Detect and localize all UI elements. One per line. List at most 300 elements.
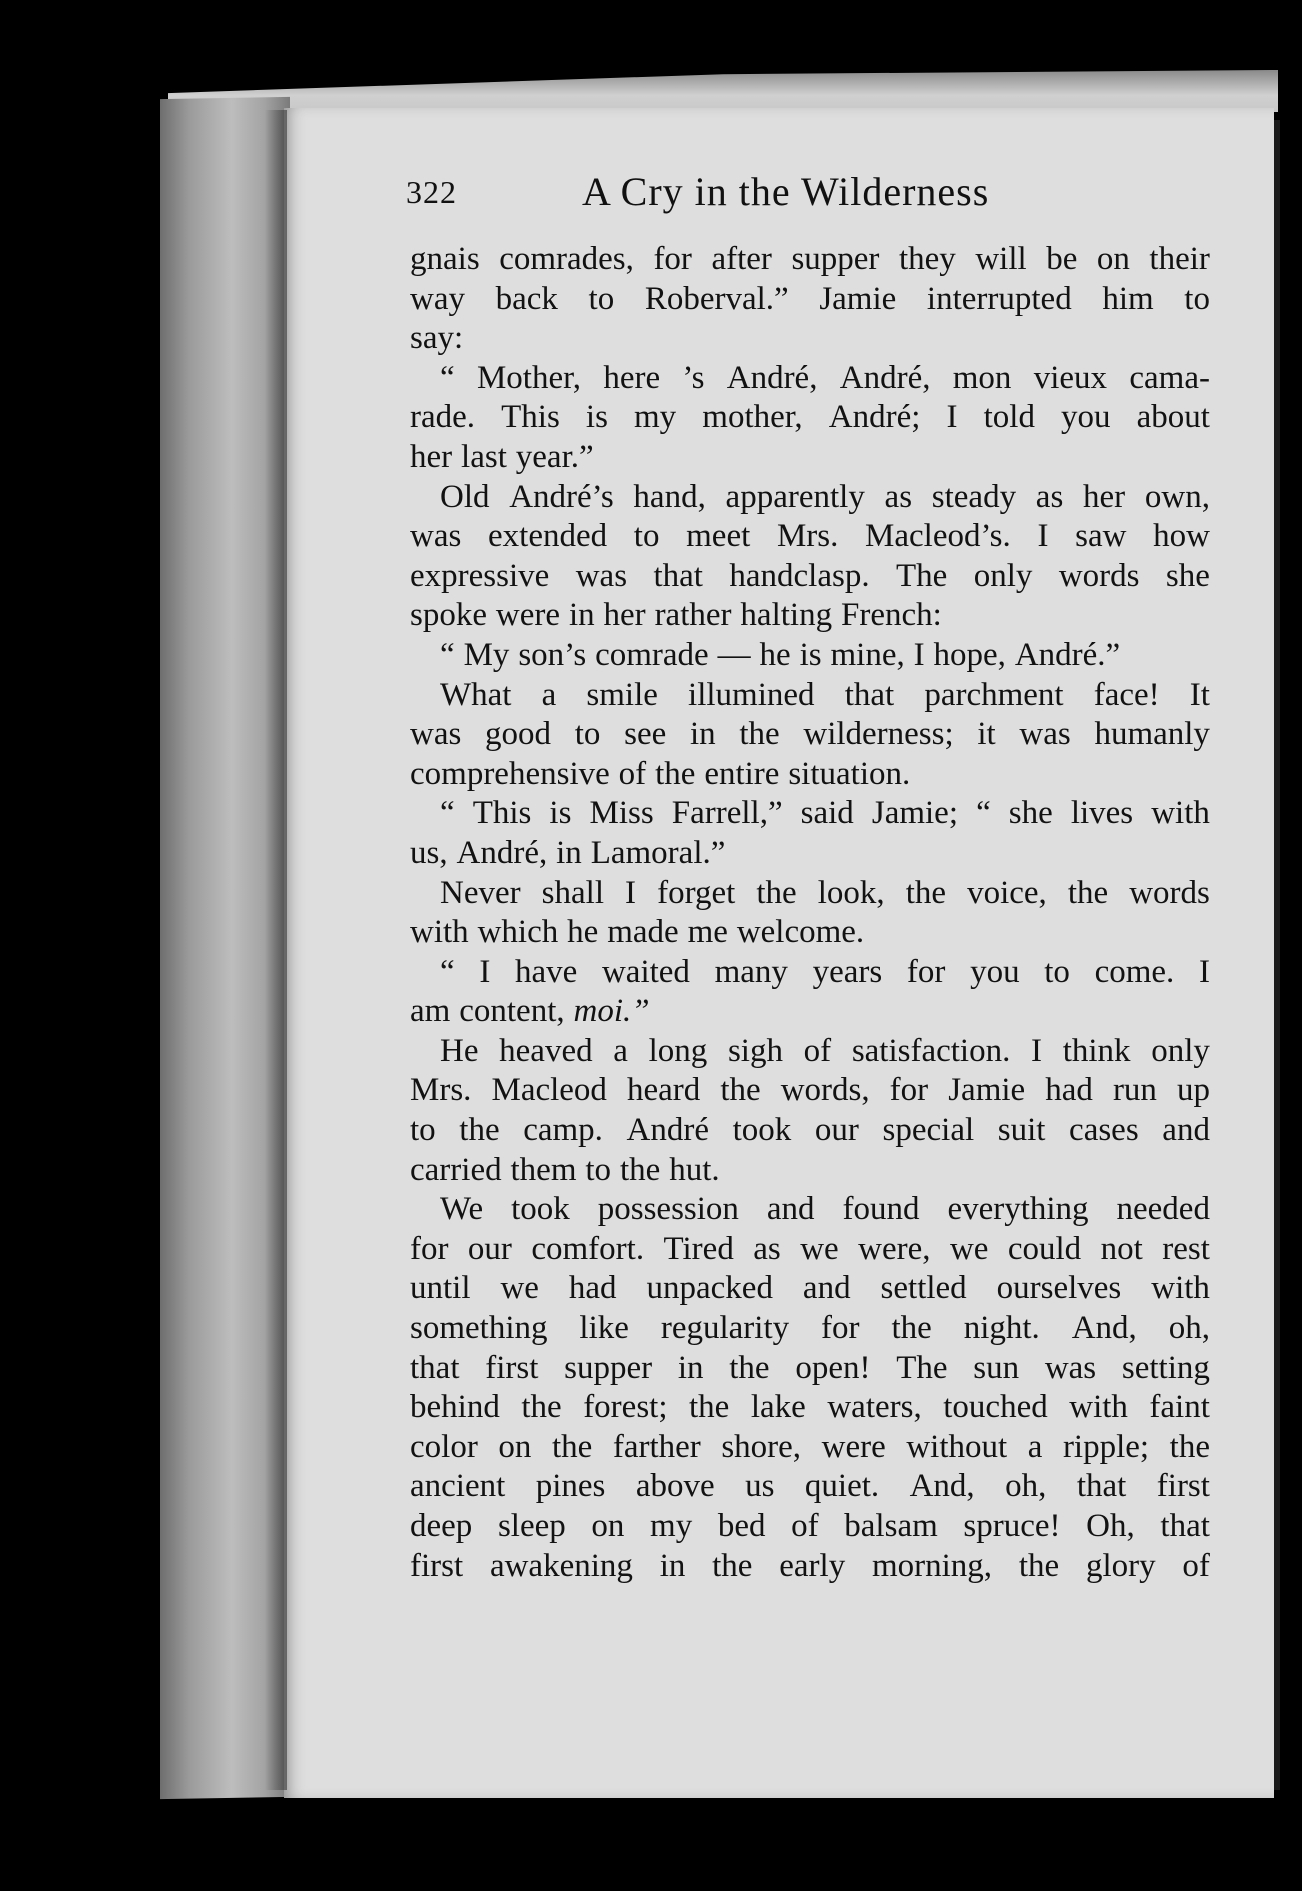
word: my xyxy=(650,1508,693,1544)
text-line xyxy=(410,874,1210,914)
word: wilderness; xyxy=(803,716,954,753)
page-right-edge xyxy=(1274,120,1280,1790)
word: the xyxy=(459,1112,500,1149)
word: morning, xyxy=(871,1547,993,1584)
word: color xyxy=(410,1428,478,1465)
word: for xyxy=(906,953,946,990)
word: needed xyxy=(1116,1191,1210,1228)
word: own, xyxy=(1144,478,1210,515)
word: last xyxy=(461,438,507,475)
word: handclasp. xyxy=(729,557,870,594)
word: balsam xyxy=(844,1508,938,1544)
word: “ xyxy=(440,795,455,832)
word: I xyxy=(1031,1032,1043,1069)
word: to xyxy=(588,280,615,317)
word: words xyxy=(1058,557,1140,594)
word: as xyxy=(1035,478,1064,515)
word: the xyxy=(891,1310,932,1347)
word: awakening xyxy=(489,1547,633,1584)
word: with xyxy=(410,914,469,951)
word: us xyxy=(745,1468,775,1505)
word: mother, xyxy=(702,399,803,436)
word: André, xyxy=(456,834,548,871)
word: Never xyxy=(440,874,521,911)
text-line xyxy=(410,755,1210,795)
word: lives xyxy=(1070,795,1134,832)
text-line xyxy=(410,676,1210,716)
word: said xyxy=(800,795,854,832)
word: Lamoral.” xyxy=(590,834,726,871)
word: in xyxy=(689,716,716,753)
word: ’s xyxy=(682,359,705,396)
word: their xyxy=(1149,241,1210,277)
word: say: xyxy=(410,320,464,357)
word: as xyxy=(884,478,913,515)
word: “ xyxy=(440,359,455,396)
word: made xyxy=(607,914,679,951)
word: long xyxy=(648,1032,708,1069)
text-line xyxy=(410,1111,1210,1151)
word: André xyxy=(626,1112,710,1149)
word: The xyxy=(896,557,948,594)
word: the xyxy=(551,1428,593,1465)
text-line xyxy=(410,913,1210,953)
text-line xyxy=(410,1269,1210,1309)
word: in xyxy=(556,834,582,871)
word: she xyxy=(1165,557,1210,594)
word: and xyxy=(1162,1112,1210,1149)
text-line xyxy=(410,834,1210,874)
word: told xyxy=(983,399,1035,436)
word: is xyxy=(549,795,572,832)
word: face! xyxy=(1093,676,1160,713)
word: sun xyxy=(973,1349,1020,1386)
text-line xyxy=(410,794,1210,834)
word: behind xyxy=(410,1389,500,1426)
word: Roberval.” xyxy=(644,280,789,317)
word: of xyxy=(791,1508,819,1544)
word: was xyxy=(575,557,628,594)
word: to xyxy=(1184,280,1210,317)
text-line xyxy=(410,1349,1210,1389)
word: mon xyxy=(952,359,1012,396)
word: settled xyxy=(880,1270,967,1307)
word: back xyxy=(495,280,558,317)
word: I xyxy=(1198,953,1210,990)
word: special xyxy=(882,1112,975,1149)
text-line xyxy=(410,1151,1210,1191)
word: meet xyxy=(686,518,751,555)
word: regularity xyxy=(660,1310,790,1347)
text-line xyxy=(410,1309,1210,1349)
word: rade. xyxy=(410,399,476,436)
text-line xyxy=(410,953,1210,993)
word: he xyxy=(567,914,599,951)
gutter-shadow xyxy=(265,110,287,1790)
word: first xyxy=(410,1547,464,1584)
word: a xyxy=(1027,1428,1043,1465)
word: comrade xyxy=(595,636,709,673)
word: touched xyxy=(943,1389,1048,1426)
text-line xyxy=(410,1507,1210,1547)
word: a xyxy=(613,1032,628,1069)
word: shall xyxy=(541,874,604,911)
word: lake xyxy=(750,1389,806,1426)
word: halting xyxy=(740,597,833,634)
word: André, xyxy=(839,359,931,396)
word: farther xyxy=(612,1428,701,1465)
word: ourselves xyxy=(996,1270,1122,1307)
word: he xyxy=(759,636,791,673)
word: like xyxy=(579,1310,629,1347)
word: it xyxy=(977,716,996,753)
word: André.” xyxy=(1014,636,1121,673)
word: could xyxy=(1007,1230,1082,1267)
word: were, xyxy=(858,1230,931,1267)
word: good xyxy=(485,716,552,753)
word: to xyxy=(633,518,660,555)
word: is xyxy=(585,399,608,436)
word: the xyxy=(1018,1547,1060,1584)
word: comprehensive xyxy=(410,755,610,792)
word: be xyxy=(1046,241,1078,277)
word: first xyxy=(485,1349,539,1386)
word: saw xyxy=(1075,518,1127,555)
book-top-edge xyxy=(168,70,1278,112)
word: is xyxy=(799,636,822,673)
word: was xyxy=(410,518,462,555)
word: look, xyxy=(817,874,885,911)
word: We xyxy=(440,1191,484,1228)
word: mine, xyxy=(830,636,905,673)
text-line xyxy=(410,438,1210,478)
text-line xyxy=(410,398,1210,438)
word: of xyxy=(1182,1547,1210,1584)
word: apparently xyxy=(725,478,865,515)
word: Mother, xyxy=(476,359,582,396)
word: hope, xyxy=(933,636,1006,673)
word: her xyxy=(410,438,453,475)
word: her xyxy=(603,597,646,634)
word: to xyxy=(574,716,601,753)
word: quiet. xyxy=(804,1468,880,1505)
word: took xyxy=(732,1112,792,1149)
word: French: xyxy=(840,597,942,634)
word: humanly xyxy=(1094,716,1210,753)
word: I xyxy=(1037,518,1049,555)
word: André; xyxy=(828,399,921,436)
word: unpacked xyxy=(646,1270,773,1307)
word: see xyxy=(624,716,667,753)
word: illumined xyxy=(688,676,815,713)
word: the xyxy=(739,716,780,753)
word: on xyxy=(1096,241,1130,277)
word: supper xyxy=(791,241,880,277)
word: on xyxy=(591,1508,625,1544)
word: the xyxy=(720,1072,761,1109)
word: Farrell,” xyxy=(671,795,783,832)
word: faint xyxy=(1149,1389,1210,1426)
word: with xyxy=(1151,1270,1210,1307)
word: waters, xyxy=(827,1389,922,1426)
word: here xyxy=(603,359,661,396)
word: to xyxy=(1044,953,1070,990)
word: until xyxy=(410,1270,471,1307)
word: about xyxy=(1136,399,1210,436)
body-text xyxy=(410,240,1210,1586)
word: years xyxy=(812,953,883,990)
text-line xyxy=(410,596,1210,636)
word: heaved xyxy=(499,1032,593,1069)
text-line xyxy=(410,319,1210,359)
word: hut. xyxy=(669,1151,720,1188)
word: that xyxy=(1160,1508,1210,1544)
word: you xyxy=(1061,399,1111,436)
word: Oh, xyxy=(1086,1508,1135,1544)
text-line xyxy=(410,359,1210,399)
word: smile xyxy=(586,676,658,713)
text-line xyxy=(410,478,1210,518)
word: for xyxy=(653,241,692,277)
word: the xyxy=(619,1151,661,1188)
word: bed xyxy=(717,1508,766,1544)
word: Mrs. xyxy=(410,1072,472,1109)
text-line xyxy=(410,1467,1210,1507)
word: It xyxy=(1189,676,1210,713)
word: rather xyxy=(654,597,732,634)
word: were xyxy=(495,597,561,634)
word: in xyxy=(659,1547,686,1584)
word: Old xyxy=(440,478,490,515)
word: on xyxy=(498,1428,532,1465)
text-line xyxy=(410,636,1210,676)
word: hand, xyxy=(633,478,706,515)
word: spoke xyxy=(410,597,487,634)
word: in xyxy=(568,597,595,634)
word: to xyxy=(410,1112,436,1149)
word: I xyxy=(479,953,491,990)
word: The xyxy=(896,1349,948,1386)
word: us, xyxy=(410,834,448,871)
word: words, xyxy=(780,1072,870,1109)
text-line xyxy=(410,280,1210,320)
word: “ xyxy=(440,953,455,990)
word: have xyxy=(515,953,578,990)
word: my xyxy=(634,399,677,436)
word: This xyxy=(472,795,532,832)
word: we xyxy=(800,1230,839,1267)
text-line xyxy=(410,1547,1210,1587)
word: satisfaction. xyxy=(851,1032,1011,1069)
word: Jamie; xyxy=(871,795,959,832)
word: This xyxy=(501,399,560,436)
word: after xyxy=(711,241,772,277)
word: situation. xyxy=(788,755,911,792)
word: waited xyxy=(601,953,690,990)
text-line xyxy=(410,557,1210,597)
word: our xyxy=(814,1112,859,1149)
text-line xyxy=(410,1032,1210,1072)
word: we xyxy=(949,1230,989,1267)
word: in xyxy=(677,1349,704,1386)
word: gnais xyxy=(410,241,480,277)
word: were xyxy=(821,1428,886,1465)
word: forest; xyxy=(583,1389,668,1426)
word: above xyxy=(635,1468,715,1505)
word: that xyxy=(844,676,895,713)
word: shore, xyxy=(721,1428,802,1465)
word: think xyxy=(1062,1032,1131,1069)
word: I xyxy=(625,874,637,911)
word: him xyxy=(1102,280,1154,317)
word: vieux xyxy=(1033,359,1108,396)
word: cases xyxy=(1069,1112,1139,1149)
word: year.” xyxy=(515,438,594,475)
word: entire xyxy=(704,755,780,792)
word: our xyxy=(467,1230,512,1267)
word: possession xyxy=(597,1191,739,1228)
word: What xyxy=(440,676,512,713)
word: interrupted xyxy=(926,280,1072,317)
word: ancient xyxy=(410,1468,506,1505)
word: a xyxy=(541,676,557,713)
word: André’s xyxy=(509,478,614,515)
word: with xyxy=(1069,1389,1128,1426)
word: how xyxy=(1153,518,1210,555)
word: glory xyxy=(1085,1547,1156,1584)
word: setting xyxy=(1121,1349,1210,1386)
word: He xyxy=(440,1032,479,1069)
word: the xyxy=(689,1389,730,1426)
word: without xyxy=(906,1428,1008,1465)
word: forget xyxy=(657,874,736,911)
word: Jamie xyxy=(948,1072,1026,1109)
text-line xyxy=(410,1388,1210,1428)
word: the xyxy=(655,755,696,792)
text-line xyxy=(410,1071,1210,1111)
word: was xyxy=(410,716,462,753)
word: not xyxy=(1100,1230,1143,1267)
word: carried xyxy=(410,1151,502,1188)
word: that xyxy=(1076,1468,1127,1505)
word: had xyxy=(1045,1072,1093,1109)
word: the xyxy=(1169,1428,1210,1465)
word: comrades, xyxy=(499,241,634,277)
word: me xyxy=(687,914,728,951)
word: the xyxy=(756,874,797,911)
text-line xyxy=(410,1190,1210,1230)
word: And, xyxy=(1071,1310,1137,1347)
word: them xyxy=(510,1151,577,1188)
word: the xyxy=(712,1547,753,1584)
word: had xyxy=(568,1270,617,1307)
word: expressive xyxy=(410,557,550,594)
word: Tired xyxy=(663,1230,734,1267)
word: with xyxy=(1151,795,1210,832)
page-number: 322 xyxy=(406,174,457,210)
word: to xyxy=(585,1151,612,1188)
running-title: A Cry in the Wilderness xyxy=(582,169,990,214)
word: she xyxy=(1008,795,1053,832)
word: was xyxy=(1044,1349,1097,1386)
word: heard xyxy=(626,1072,701,1109)
word: sleep xyxy=(497,1508,566,1544)
word: Macleod’s. xyxy=(865,518,1011,555)
word: for xyxy=(821,1310,860,1347)
word: son’s xyxy=(518,636,587,673)
word: way xyxy=(410,280,465,317)
word: they xyxy=(898,241,956,277)
word: open! xyxy=(795,1349,871,1386)
word: rest xyxy=(1162,1230,1210,1267)
word: will xyxy=(975,241,1027,277)
word: ripple; xyxy=(1062,1428,1150,1465)
word: found xyxy=(842,1191,920,1228)
text-line xyxy=(410,1230,1210,1270)
word: we xyxy=(500,1270,539,1307)
word: her xyxy=(1083,478,1126,515)
text-line xyxy=(410,240,1210,280)
word: welcome. xyxy=(736,914,865,951)
word: first xyxy=(1156,1468,1210,1505)
word: for xyxy=(410,1230,449,1267)
word: took xyxy=(511,1191,570,1228)
word: — xyxy=(717,636,751,673)
word: as xyxy=(753,1230,781,1267)
word: night. xyxy=(963,1310,1040,1347)
text-line xyxy=(410,1428,1210,1468)
word: up xyxy=(1176,1072,1210,1109)
word: words xyxy=(1129,874,1210,911)
word: camp. xyxy=(523,1112,603,1149)
word: only xyxy=(973,557,1033,594)
word: Miss xyxy=(589,795,654,832)
word: comfort. xyxy=(531,1230,645,1267)
word: which xyxy=(477,914,559,951)
word: extended xyxy=(488,518,608,555)
word: pines xyxy=(535,1468,606,1505)
word: the xyxy=(521,1389,562,1426)
text-line xyxy=(410,517,1210,557)
word: oh, xyxy=(1168,1310,1210,1347)
word: I xyxy=(946,399,958,436)
word: moi.” xyxy=(573,993,650,1030)
word: spruce! xyxy=(963,1508,1061,1544)
word: supper xyxy=(564,1349,653,1386)
word: deep xyxy=(410,1508,473,1544)
text-line xyxy=(410,992,1210,1032)
word: that xyxy=(653,557,703,594)
word: come. xyxy=(1094,953,1175,990)
word: everything xyxy=(947,1191,1089,1228)
word: parchment xyxy=(924,676,1064,713)
word: many xyxy=(714,953,788,990)
text-line xyxy=(410,715,1210,755)
word: the xyxy=(1067,874,1109,911)
word: suit xyxy=(997,1112,1046,1149)
word: early xyxy=(779,1547,846,1584)
word: the xyxy=(905,874,947,911)
word: And, xyxy=(909,1468,975,1505)
word: of xyxy=(618,755,647,792)
word: content, xyxy=(459,993,565,1030)
word: am xyxy=(410,993,451,1030)
word: run xyxy=(1112,1072,1157,1109)
word: and xyxy=(802,1270,851,1307)
word: Macleod xyxy=(491,1072,607,1109)
word: voice, xyxy=(967,874,1047,911)
word: My xyxy=(463,636,510,673)
